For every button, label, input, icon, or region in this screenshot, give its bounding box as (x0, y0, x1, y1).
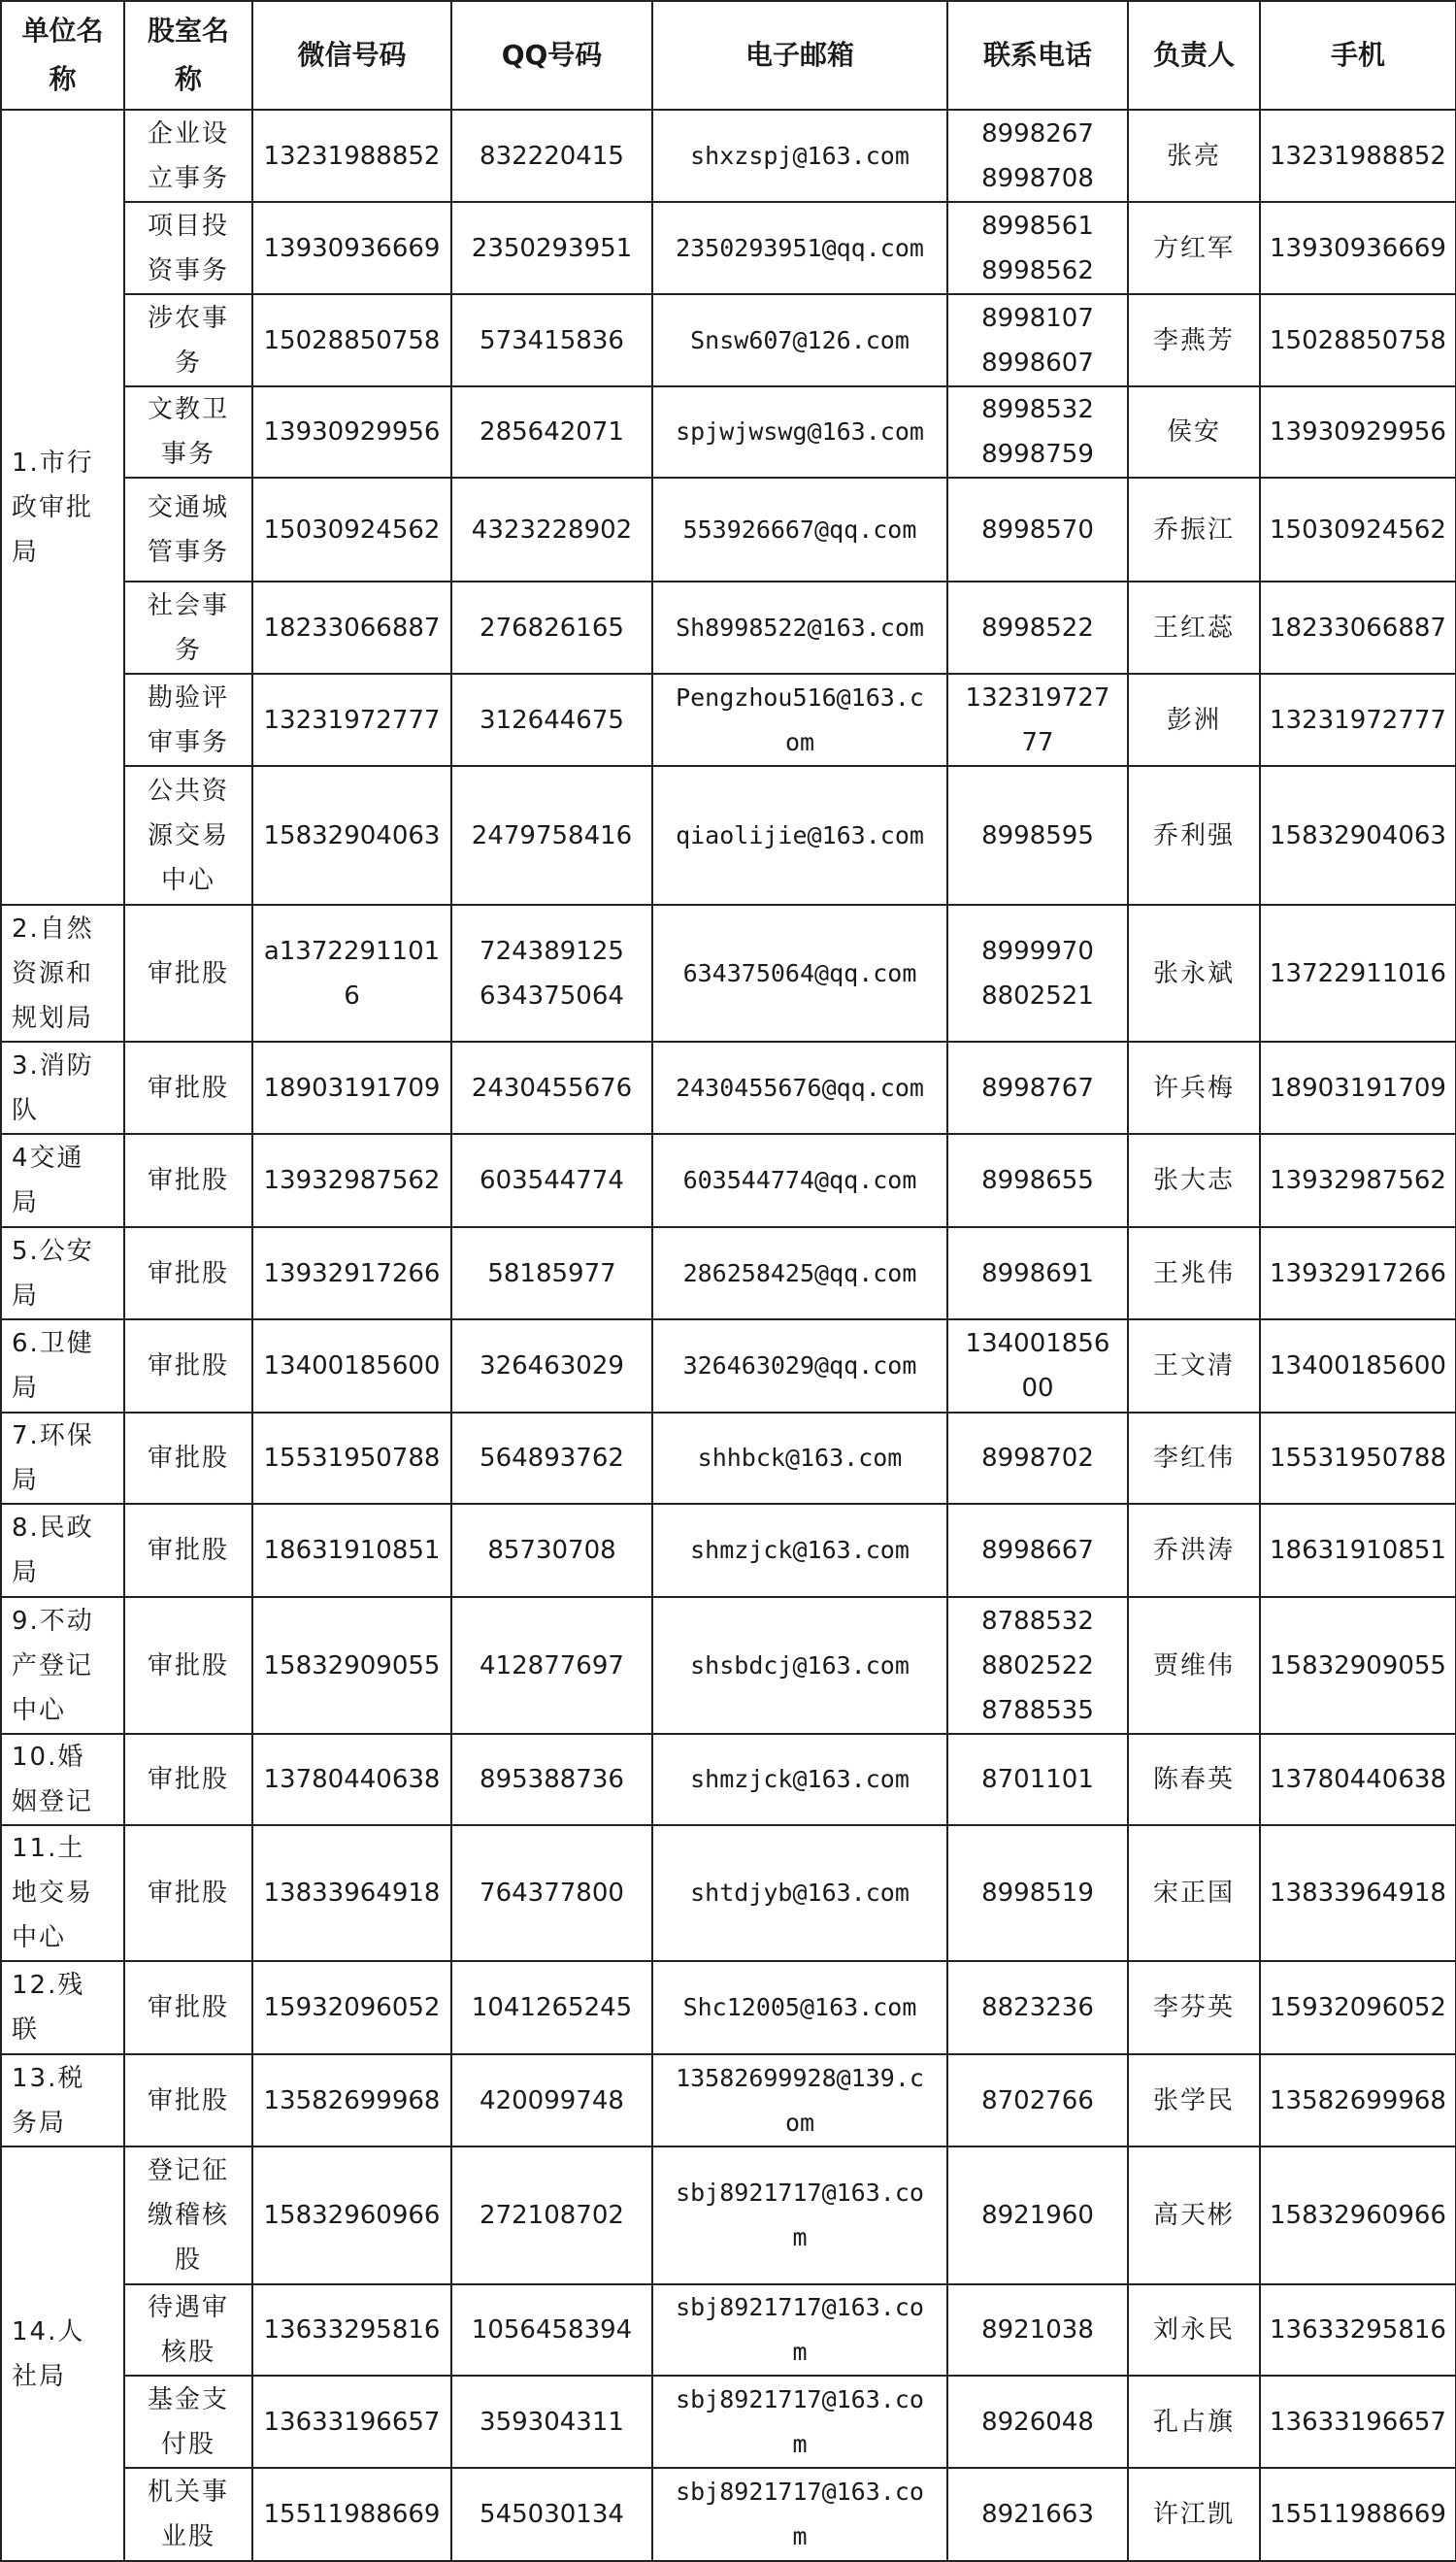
phone-cell: 8823236 (947, 1961, 1128, 2054)
person-cell: 许江凯 (1128, 2468, 1260, 2561)
table-row (1, 1825, 1456, 1961)
section-cell: 公共资 源交易 中心 (124, 766, 252, 905)
phone-cell: 132319727 77 (947, 674, 1128, 766)
phone-cell: 8998267 8998708 (947, 110, 1128, 202)
mobile-cell: 18233066887 (1260, 582, 1456, 674)
header-row (1, 1, 1456, 110)
person-cell: 侯安 (1128, 386, 1260, 478)
mobile-cell: 13231988852 (1260, 110, 1456, 202)
email-cell: sbj8921717@163.co m (652, 2284, 947, 2376)
person-cell: 贾维伟 (1128, 1597, 1260, 1734)
phone-cell: 8998522 (947, 582, 1128, 674)
wechat-cell: 15832960966 (252, 2146, 451, 2284)
header-person: 负责人 (1128, 1, 1260, 110)
table-row (1, 1134, 1456, 1227)
wechat-cell: 13932987562 (252, 1134, 451, 1227)
phone-cell: 8702766 (947, 2054, 1128, 2146)
unit-cell: 9.不动 产登记 中心 (1, 1597, 124, 1734)
mobile-cell: 13633295816 (1260, 2284, 1456, 2376)
mobile-cell: 18903191709 (1260, 1042, 1456, 1134)
unit-cell: 2.自然 资源和 规划局 (1, 905, 124, 1042)
wechat-cell: 15511988669 (252, 2468, 451, 2561)
email-cell: sbj8921717@163.co m (652, 2376, 947, 2468)
table-row (1, 1042, 1456, 1134)
person-cell: 乔洪涛 (1128, 1504, 1260, 1597)
mobile-cell: 13582699968 (1260, 2054, 1456, 2146)
person-cell: 陈春英 (1128, 1734, 1260, 1825)
wechat-cell: 15531950788 (252, 1413, 451, 1504)
qq-cell: 285642071 (451, 386, 652, 478)
table-row (1, 2376, 1456, 2468)
section-cell: 审批股 (124, 1319, 252, 1413)
person-cell: 孔占旗 (1128, 2376, 1260, 2468)
qq-cell: 272108702 (451, 2146, 652, 2284)
unit-cell: 5.公安 局 (1, 1227, 124, 1319)
section-cell: 审批股 (124, 1504, 252, 1597)
table-row (1, 2054, 1456, 2146)
unit-cell: 14.人 社局 (1, 2146, 124, 2561)
wechat-cell: 18903191709 (252, 1042, 451, 1134)
person-cell: 李红伟 (1128, 1413, 1260, 1504)
table-row (1, 674, 1456, 766)
unit-cell: 1.市行 政审批 局 (1, 110, 124, 905)
phone-cell: 8788532 8802522 8788535 (947, 1597, 1128, 1734)
phone-cell: 8998702 (947, 1413, 1128, 1504)
qq-cell: 85730708 (451, 1504, 652, 1597)
person-cell: 张大志 (1128, 1134, 1260, 1227)
wechat-cell: 13400185600 (252, 1319, 451, 1413)
section-cell: 企业设 立事务 (124, 110, 252, 202)
section-cell: 审批股 (124, 1825, 252, 1961)
qq-cell: 545030134 (451, 2468, 652, 2561)
section-cell: 审批股 (124, 1961, 252, 2054)
mobile-cell: 15932096052 (1260, 1961, 1456, 2054)
header-wechat: 微信号码 (252, 1, 451, 110)
section-cell: 审批股 (124, 1227, 252, 1319)
person-cell: 李燕芳 (1128, 294, 1260, 386)
qq-cell: 359304311 (451, 2376, 652, 2468)
mobile-cell: 13833964918 (1260, 1825, 1456, 1961)
wechat-cell: 15832909055 (252, 1597, 451, 1734)
header-unit: 单位名 称 (1, 1, 124, 110)
phone-cell: 8921038 (947, 2284, 1128, 2376)
phone-cell: 8926048 (947, 2376, 1128, 2468)
phone-cell: 8701101 (947, 1734, 1128, 1825)
section-cell: 审批股 (124, 905, 252, 1042)
person-cell: 乔振江 (1128, 478, 1260, 582)
wechat-cell: 13833964918 (252, 1825, 451, 1961)
phone-cell: 8998532 8998759 (947, 386, 1128, 478)
qq-cell: 1056458394 (451, 2284, 652, 2376)
email-cell: Pengzhou516@163.c om (652, 674, 947, 766)
email-cell: Snsw607@126.com (652, 294, 947, 386)
phone-cell: 8998561 8998562 (947, 202, 1128, 294)
section-cell: 文教卫 事务 (124, 386, 252, 478)
email-cell: qiaolijie@163.com (652, 766, 947, 905)
mobile-cell: 15511988669 (1260, 2468, 1456, 2561)
phone-cell: 8999970 8802521 (947, 905, 1128, 1042)
person-cell: 方红军 (1128, 202, 1260, 294)
table-row (1, 2146, 1456, 2284)
mobile-cell: 13780440638 (1260, 1734, 1456, 1825)
table-row (1, 1504, 1456, 1597)
phone-cell: 8998691 (947, 1227, 1128, 1319)
phone-cell: 8921960 (947, 2146, 1128, 2284)
table-row (1, 294, 1456, 386)
table-row (1, 1734, 1456, 1825)
mobile-cell: 15832909055 (1260, 1597, 1456, 1734)
qq-cell: 573415836 (451, 294, 652, 386)
phone-cell: 8998667 (947, 1504, 1128, 1597)
mobile-cell: 13932987562 (1260, 1134, 1456, 1227)
qq-cell: 276826165 (451, 582, 652, 674)
qq-cell: 312644675 (451, 674, 652, 766)
section-cell: 涉农事 务 (124, 294, 252, 386)
phone-cell: 8998767 (947, 1042, 1128, 1134)
email-cell: 2350293951@qq.com (652, 202, 947, 294)
mobile-cell: 13633196657 (1260, 2376, 1456, 2468)
qq-cell: 832220415 (451, 110, 652, 202)
header-qq: QQ号码 (451, 1, 652, 110)
table-row (1, 905, 1456, 1042)
wechat-cell: 13932917266 (252, 1227, 451, 1319)
section-cell: 登记征 缴稽核 股 (124, 2146, 252, 2284)
person-cell: 张学民 (1128, 2054, 1260, 2146)
person-cell: 王文清 (1128, 1319, 1260, 1413)
mobile-cell: 13932917266 (1260, 1227, 1456, 1319)
email-cell: 326463029@qq.com (652, 1319, 947, 1413)
qq-cell: 724389125 634375064 (451, 905, 652, 1042)
section-cell: 项目投 资事务 (124, 202, 252, 294)
person-cell: 宋正国 (1128, 1825, 1260, 1961)
person-cell: 王红蕊 (1128, 582, 1260, 674)
wechat-cell: 15832904063 (252, 766, 451, 905)
email-cell: spjwjwswg@163.com (652, 386, 947, 478)
unit-cell: 6.卫健 局 (1, 1319, 124, 1413)
email-cell: shtdjyb@163.com (652, 1825, 947, 1961)
qq-cell: 764377800 (451, 1825, 652, 1961)
phone-cell: 8998655 (947, 1134, 1128, 1227)
wechat-cell: 15932096052 (252, 1961, 451, 2054)
mobile-cell: 18631910851 (1260, 1504, 1456, 1597)
wechat-cell: 13930929956 (252, 386, 451, 478)
table-row (1, 1961, 1456, 2054)
phone-cell: 134001856 00 (947, 1319, 1128, 1413)
unit-cell: 3.消防 队 (1, 1042, 124, 1134)
qq-cell: 564893762 (451, 1413, 652, 1504)
email-cell: 553926667@qq.com (652, 478, 947, 582)
unit-cell: 13.税 务局 (1, 2054, 124, 2146)
person-cell: 乔利强 (1128, 766, 1260, 905)
phone-cell: 8998107 8998607 (947, 294, 1128, 386)
email-cell: 2430455676@qq.com (652, 1042, 947, 1134)
mobile-cell: 15832960966 (1260, 2146, 1456, 2284)
mobile-cell: 15832904063 (1260, 766, 1456, 905)
qq-cell: 412877697 (451, 1597, 652, 1734)
header-phone: 联系电话 (947, 1, 1128, 110)
table-row (1, 1413, 1456, 1504)
person-cell: 彭洲 (1128, 674, 1260, 766)
section-cell: 审批股 (124, 1042, 252, 1134)
wechat-cell: 13780440638 (252, 1734, 451, 1825)
unit-cell: 11.土 地交易 中心 (1, 1825, 124, 1961)
unit-cell: 8.民政 局 (1, 1504, 124, 1597)
table-body (1, 110, 1456, 2561)
email-cell: shxzspj@163.com (652, 110, 947, 202)
unit-cell: 4交通 局 (1, 1134, 124, 1227)
email-cell: Sh8998522@163.com (652, 582, 947, 674)
section-cell: 审批股 (124, 1134, 252, 1227)
unit-cell: 10.婚 姻登记 (1, 1734, 124, 1825)
email-cell: shmzjck@163.com (652, 1504, 947, 1597)
wechat-cell: 13231988852 (252, 110, 451, 202)
table-row (1, 1227, 1456, 1319)
email-cell: sbj8921717@163.co m (652, 2468, 947, 2561)
table-row (1, 1319, 1456, 1413)
qq-cell: 2479758416 (451, 766, 652, 905)
phone-cell: 8998570 (947, 478, 1128, 582)
wechat-cell: 13231972777 (252, 674, 451, 766)
phone-cell: 8921663 (947, 2468, 1128, 2561)
person-cell: 张永斌 (1128, 905, 1260, 1042)
table-row (1, 202, 1456, 294)
phone-cell: 8998519 (947, 1825, 1128, 1961)
section-cell: 审批股 (124, 1734, 252, 1825)
mobile-cell: 13930936669 (1260, 202, 1456, 294)
wechat-cell: 13633196657 (252, 2376, 451, 2468)
wechat-cell: 18233066887 (252, 582, 451, 674)
section-cell: 基金支 付股 (124, 2376, 252, 2468)
email-cell: sbj8921717@163.co m (652, 2146, 947, 2284)
table-row (1, 2284, 1456, 2376)
header-email: 电子邮箱 (652, 1, 947, 110)
person-cell: 李芬英 (1128, 1961, 1260, 2054)
mobile-cell: 15030924562 (1260, 478, 1456, 582)
email-cell: shmzjck@163.com (652, 1734, 947, 1825)
section-cell: 机关事 业股 (124, 2468, 252, 2561)
header-section: 股室名 称 (124, 1, 252, 110)
mobile-cell: 15531950788 (1260, 1413, 1456, 1504)
qq-cell: 603544774 (451, 1134, 652, 1227)
mobile-cell: 13231972777 (1260, 674, 1456, 766)
email-cell: shhbck@163.com (652, 1413, 947, 1504)
email-cell: 286258425@qq.com (652, 1227, 947, 1319)
section-cell: 审批股 (124, 2054, 252, 2146)
email-cell: 13582699928@139.c om (652, 2054, 947, 2146)
section-cell: 交通城 管事务 (124, 478, 252, 582)
mobile-cell: 13722911016 (1260, 905, 1456, 1042)
unit-cell: 12.残 联 (1, 1961, 124, 2054)
section-cell: 勘验评 审事务 (124, 674, 252, 766)
unit-cell: 7.环保 局 (1, 1413, 124, 1504)
section-cell: 待遇审 核股 (124, 2284, 252, 2376)
mobile-cell: 13930929956 (1260, 386, 1456, 478)
qq-cell: 58185977 (451, 1227, 652, 1319)
table-row (1, 478, 1456, 582)
wechat-cell: 13930936669 (252, 202, 451, 294)
person-cell: 王兆伟 (1128, 1227, 1260, 1319)
wechat-cell: 13582699968 (252, 2054, 451, 2146)
wechat-cell: a1372291101 6 (252, 905, 451, 1042)
qq-cell: 2350293951 (451, 202, 652, 294)
person-cell: 高天彬 (1128, 2146, 1260, 2284)
table-row (1, 582, 1456, 674)
qq-cell: 4323228902 (451, 478, 652, 582)
wechat-cell: 18631910851 (252, 1504, 451, 1597)
person-cell: 许兵梅 (1128, 1042, 1260, 1134)
mobile-cell: 13400185600 (1260, 1319, 1456, 1413)
person-cell: 刘永民 (1128, 2284, 1260, 2376)
qq-cell: 326463029 (451, 1319, 652, 1413)
table-row (1, 766, 1456, 905)
section-cell: 社会事 务 (124, 582, 252, 674)
phone-cell: 8998595 (947, 766, 1128, 905)
email-cell: 603544774@qq.com (652, 1134, 947, 1227)
header-mobile: 手机 (1260, 1, 1456, 110)
section-cell: 审批股 (124, 1413, 252, 1504)
table-row (1, 386, 1456, 478)
person-cell: 张亮 (1128, 110, 1260, 202)
email-cell: Shc12005@163.com (652, 1961, 947, 2054)
qq-cell: 420099748 (451, 2054, 652, 2146)
mobile-cell: 15028850758 (1260, 294, 1456, 386)
table-row (1, 2468, 1456, 2561)
wechat-cell: 13633295816 (252, 2284, 451, 2376)
section-cell: 审批股 (124, 1597, 252, 1734)
qq-cell: 895388736 (451, 1734, 652, 1825)
table-row (1, 1597, 1456, 1734)
table-row (1, 110, 1456, 202)
email-cell: 634375064@qq.com (652, 905, 947, 1042)
wechat-cell: 15030924562 (252, 478, 451, 582)
qq-cell: 1041265245 (451, 1961, 652, 2054)
qq-cell: 2430455676 (451, 1042, 652, 1134)
wechat-cell: 15028850758 (252, 294, 451, 386)
email-cell: shsbdcj@163.com (652, 1597, 947, 1734)
